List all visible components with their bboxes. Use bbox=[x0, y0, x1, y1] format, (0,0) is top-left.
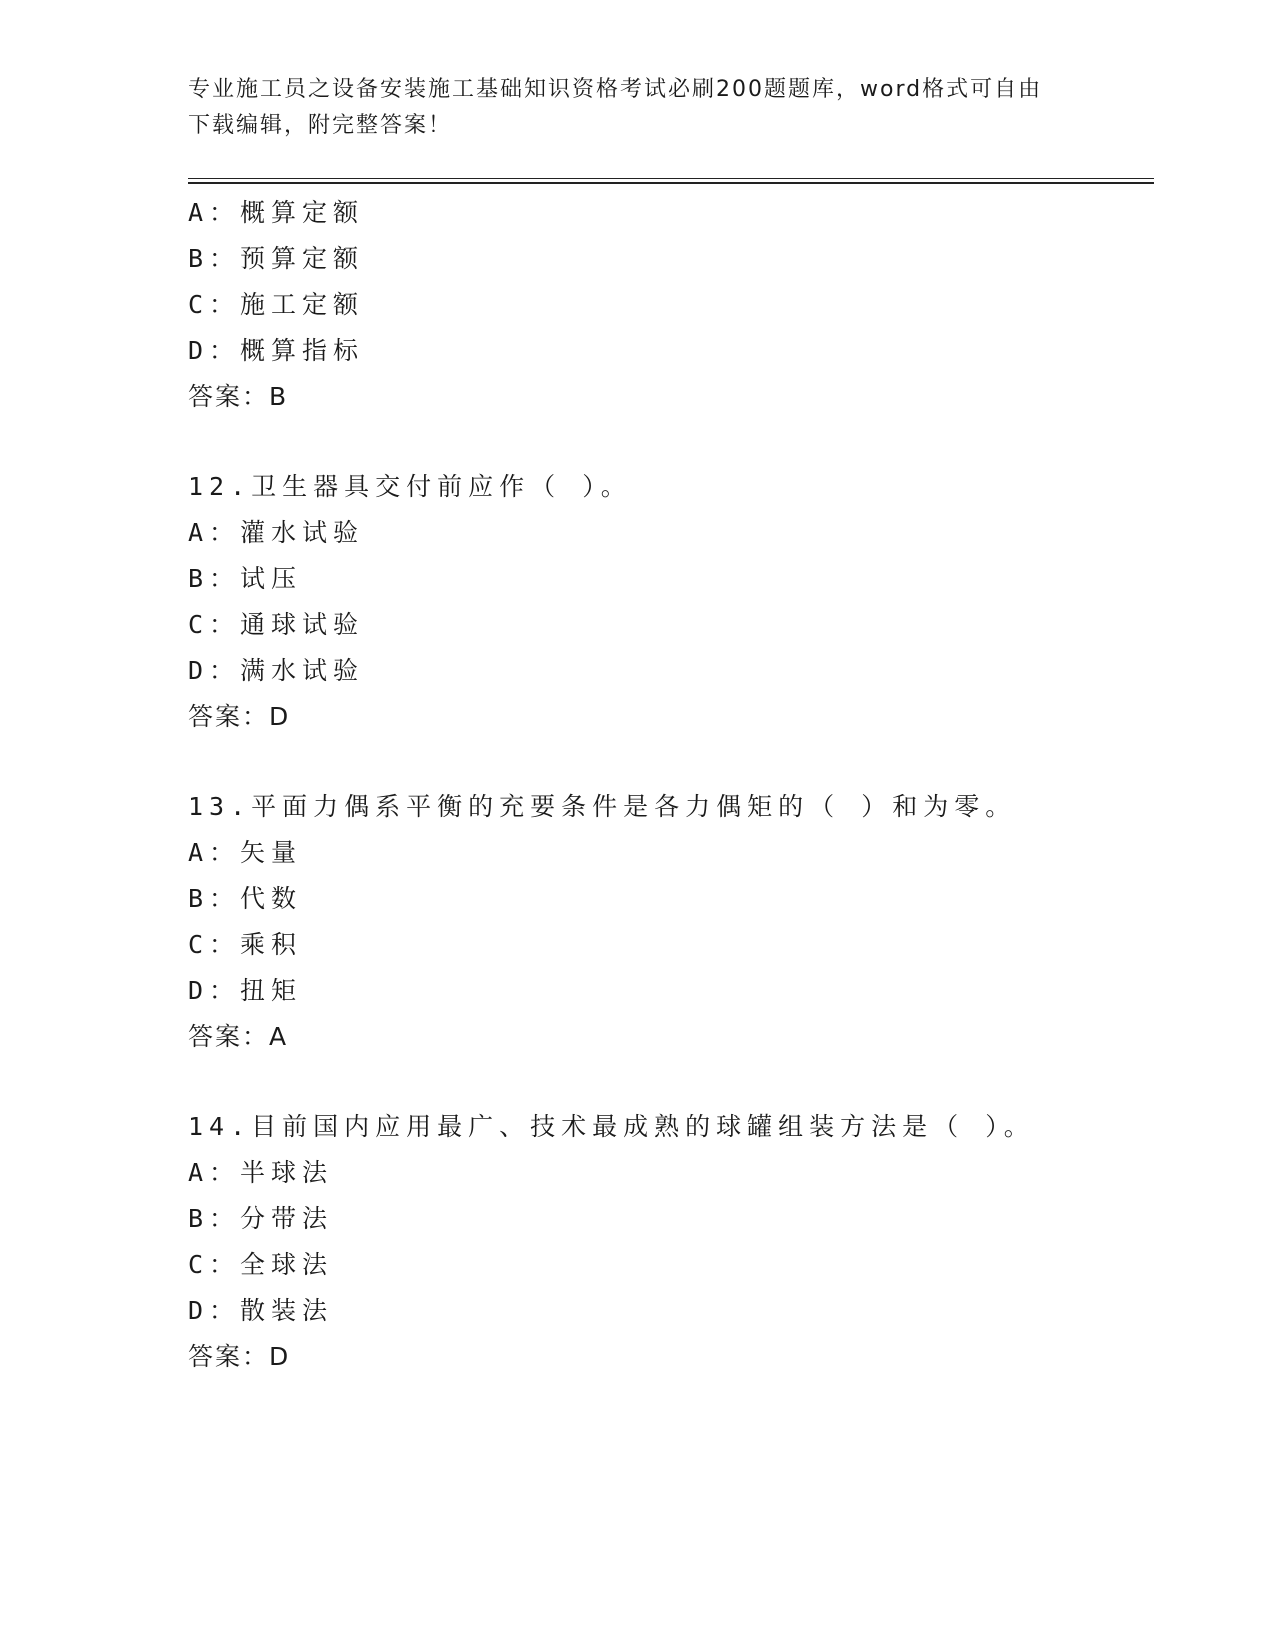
option-b: B：预算定额 bbox=[188, 244, 365, 273]
option-c: C：乘积 bbox=[188, 930, 303, 959]
option-a: A：矢量 bbox=[188, 838, 303, 867]
question-block-14 bbox=[188, 1104, 1154, 1380]
header-divider-thick bbox=[188, 182, 1154, 184]
header-divider-thin bbox=[188, 178, 1154, 179]
question-block-12 bbox=[188, 464, 1154, 740]
question-block-11 bbox=[188, 190, 1154, 420]
option-a: A：灌水试验 bbox=[188, 518, 365, 547]
option-d: D：扭矩 bbox=[188, 976, 303, 1005]
answer-line: 答案：B bbox=[188, 382, 289, 411]
option-a: A：概算定额 bbox=[188, 198, 365, 227]
option-b: B：代数 bbox=[188, 884, 303, 913]
option-c: C：全球法 bbox=[188, 1250, 334, 1279]
option-c: C：通球试验 bbox=[188, 610, 365, 639]
header-line-1: 专业施工员之设备安装施工基础知识资格考试必刷200题题库，word格式可自由 bbox=[188, 77, 1043, 102]
option-d: D：满水试验 bbox=[188, 656, 365, 685]
header-line-2: 下载编辑，附完整答案！ bbox=[188, 113, 453, 138]
option-a: A：半球法 bbox=[188, 1158, 334, 1187]
question-list bbox=[188, 190, 1154, 1380]
question-block-13 bbox=[188, 784, 1154, 1060]
question-text: 12.卫生器具交付前应作（ ）。 bbox=[188, 472, 632, 501]
answer-line: 答案：D bbox=[188, 1342, 291, 1371]
option-b: B：分带法 bbox=[188, 1204, 334, 1233]
document-header bbox=[188, 72, 1088, 144]
option-b: B：试压 bbox=[188, 564, 303, 593]
answer-line: 答案：A bbox=[188, 1022, 289, 1051]
question-text: 14.目前国内应用最广、技术最成熟的球罐组装方法是（ ）。 bbox=[188, 1112, 1035, 1141]
question-text: 13.平面力偶系平衡的充要条件是各力偶矩的（ ）和为零。 bbox=[188, 792, 1017, 821]
option-d: D：散装法 bbox=[188, 1296, 334, 1325]
option-c: C：施工定额 bbox=[188, 290, 365, 319]
option-d: D：概算指标 bbox=[188, 336, 365, 365]
answer-line: 答案：D bbox=[188, 702, 291, 731]
